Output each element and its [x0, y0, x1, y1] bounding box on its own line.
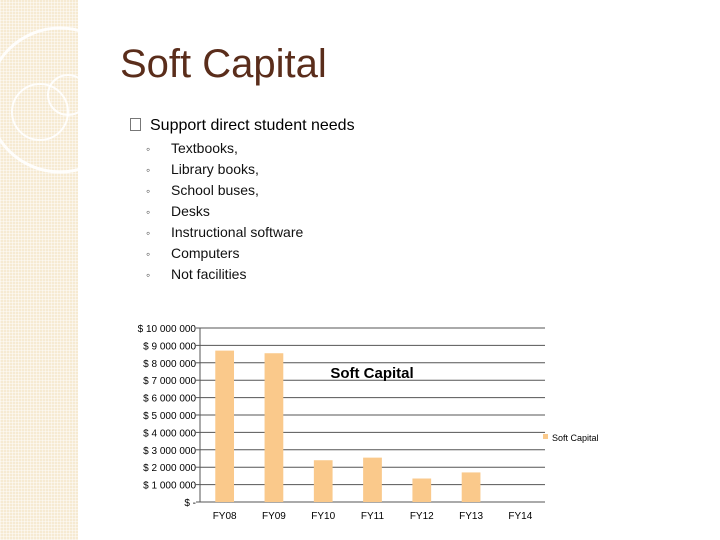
list-item-text: Desks [171, 203, 210, 219]
y-tick-label: $ - [184, 498, 196, 509]
legend-swatch [543, 434, 548, 439]
bar-fy13 [462, 472, 481, 502]
list-item-text: Textbooks, [171, 140, 238, 156]
bar-fy08 [215, 351, 234, 502]
circle-bullet-icon: ◦ [146, 268, 151, 282]
list-item-text: Not facilities [171, 266, 247, 282]
circle-bullet-icon: ◦ [146, 247, 151, 261]
x-tick-label: FY10 [311, 511, 336, 522]
slide-title: Soft Capital [120, 42, 327, 86]
soft-capital-bar-chart [0, 300, 720, 540]
list-item [146, 201, 303, 222]
bar-fy10 [314, 460, 333, 502]
list-item-text: School buses, [171, 182, 259, 198]
list-item-text: Library books, [171, 161, 259, 177]
bar-fy12 [412, 479, 431, 502]
x-tick-label: FY09 [261, 511, 286, 522]
y-tick-label: $ 5 000 000 [143, 411, 196, 422]
main-bullet-text: Support direct student needs [150, 117, 355, 134]
bar-fy09 [265, 353, 284, 502]
list-item [146, 159, 303, 180]
list-item [146, 243, 303, 264]
main-bullet [130, 117, 355, 135]
y-tick-label: $ 2 000 000 [143, 463, 196, 475]
chart-title: Soft Capital [330, 365, 414, 382]
y-tick-label: $ 7 000 000 [143, 376, 196, 388]
x-tick-label: FY08 [212, 511, 237, 522]
circle-bullet-icon: ◦ [146, 142, 151, 156]
y-tick-label: $ 1 000 000 [143, 480, 196, 492]
x-tick-label: FY13 [459, 511, 484, 522]
y-tick-label: $ 8 000 000 [143, 358, 196, 370]
list-item [146, 138, 303, 159]
y-tick-label: $ 3 000 000 [143, 445, 196, 457]
circle-bullet-icon: ◦ [146, 226, 151, 240]
list-item [146, 180, 303, 201]
y-tick-label: $ 10 000 000 [137, 324, 196, 335]
list-item-text: Computers [171, 245, 240, 261]
list-item [146, 264, 303, 285]
x-tick-label: FY14 [508, 511, 533, 522]
circle-bullet-icon: ◦ [146, 205, 151, 219]
list-item [146, 222, 303, 243]
x-tick-label: FY12 [409, 511, 434, 522]
x-tick-label: FY11 [360, 511, 385, 522]
y-tick-label: $ 6 000 000 [143, 393, 196, 405]
circle-bullet-icon: ◦ [146, 184, 151, 198]
y-tick-label: $ 9 000 000 [143, 341, 196, 353]
circle-bullet-icon: ◦ [146, 163, 151, 177]
sub-bullet-list [146, 138, 303, 285]
legend-label: Soft Capital [552, 433, 599, 443]
checkbox-bullet-icon [130, 118, 141, 131]
bar-fy11 [363, 458, 382, 502]
y-tick-label: $ 4 000 000 [143, 428, 196, 440]
list-item-text: Instructional software [171, 224, 304, 240]
